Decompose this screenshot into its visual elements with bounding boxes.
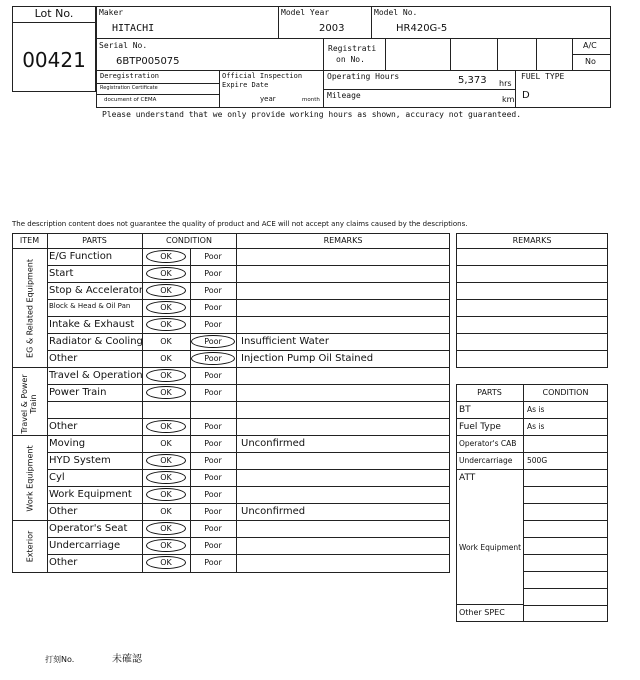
ac-label: A/C	[583, 41, 597, 50]
stamp-value: 未確認	[112, 654, 142, 665]
poor-option[interactable]: Poor	[204, 422, 222, 431]
part-label: Cyl	[49, 472, 65, 483]
spec-parts-header: PARTS	[477, 388, 502, 397]
spec-other-spec-label: Other SPEC	[459, 608, 505, 617]
part-label: Other	[49, 353, 78, 364]
serial-value: 6BTP005075	[116, 56, 180, 67]
ok-circle-mark	[146, 471, 186, 484]
part-label: Power Train	[49, 387, 107, 398]
poor-option[interactable]: Poor	[204, 456, 222, 465]
poor-circle-mark	[191, 352, 235, 365]
ok-option[interactable]: OK	[160, 422, 172, 431]
maker-value: HITACHI	[112, 23, 155, 34]
remark-text: Unconfirmed	[241, 438, 306, 449]
spec-part-label: BT	[459, 405, 471, 415]
remarks-row-line	[456, 316, 608, 317]
ok-circle-mark	[146, 369, 186, 382]
spec-condition-header: CONDITION	[542, 388, 589, 397]
part-label: Moving	[49, 438, 86, 449]
part-label: Block & Head & Oil Pan	[49, 302, 131, 310]
poor-option[interactable]: Poor	[204, 269, 222, 278]
ok-option[interactable]: OK	[160, 473, 172, 482]
spec-part-label: Operator's CAB	[459, 439, 517, 448]
part-label: Intake & Exhaust	[49, 319, 135, 330]
remark-text: Insufficient Water	[241, 336, 329, 347]
lot-number: 00421	[22, 48, 86, 72]
part-label: Work Equipment	[49, 489, 132, 500]
remark-text: Unconfirmed	[241, 506, 306, 517]
ok-circle-mark	[146, 267, 186, 280]
spec-work-equipment-label: Work Equipment	[459, 543, 522, 552]
group-label-eg: EG & Related Equipment	[25, 259, 35, 358]
part-label: HYD System	[49, 455, 111, 466]
remark-text: Injection Pump Oil Stained	[241, 353, 374, 364]
operating-hours-label: Operating Hours	[327, 72, 400, 81]
group-label-travel: Travel & Power Train	[20, 374, 38, 434]
ok-circle-mark	[146, 420, 186, 433]
poor-option[interactable]: Poor	[204, 439, 222, 448]
part-label: Start	[49, 268, 74, 279]
fuel-type-label: FUEL TYPE	[521, 72, 565, 81]
parts-header: PARTS	[82, 236, 107, 245]
operating-hours-value: 5,373	[458, 75, 487, 86]
model-no-label: Model No.	[374, 8, 418, 17]
ok-circle-mark	[146, 301, 186, 314]
part-label: Other	[49, 421, 78, 432]
deregistration-label: Deregistration	[100, 72, 160, 80]
right-remarks-header: REMARKS	[512, 236, 552, 245]
spec-condition-value: 500G	[527, 456, 548, 465]
remarks-row-line	[456, 248, 608, 249]
ok-circle-mark	[146, 454, 186, 467]
group-label-exterior: Exterior	[25, 530, 35, 563]
ac-value: No	[585, 57, 596, 66]
ok-option[interactable]: OK	[160, 269, 172, 278]
ok-option[interactable]: OK	[160, 286, 172, 295]
poor-option[interactable]: Poor	[204, 371, 222, 380]
model-year-value: 2003	[319, 23, 345, 34]
part-label: Operator's Seat	[49, 523, 128, 534]
registration-label-1: Registrati	[328, 44, 377, 53]
poor-option[interactable]: Poor	[204, 303, 222, 312]
poor-option[interactable]: Poor	[204, 541, 222, 550]
part-label: Other	[49, 557, 78, 568]
part-label: Undercarriage	[49, 540, 121, 551]
part-label: Travel & Operation	[49, 370, 143, 381]
poor-option[interactable]: Poor	[204, 490, 222, 499]
ok-circle-mark	[146, 318, 186, 331]
registration-label-2: on No.	[336, 55, 365, 64]
remarks-row-line	[456, 265, 608, 266]
part-label: Other	[49, 506, 78, 517]
group-label-work: Work Equipment	[25, 445, 35, 512]
ok-option[interactable]: OK	[160, 320, 172, 329]
maker-label: Maker	[99, 8, 124, 17]
poor-option[interactable]: Poor	[204, 524, 222, 533]
fuel-type-value: D	[522, 90, 530, 101]
part-label: Radiator & Cooling	[49, 336, 143, 347]
disclaimer-text: The description content does not guarantee the quality of product and ACE will not accept any claims caused by the descriptions.	[12, 220, 468, 228]
spec-part-label: Undercarriage	[459, 456, 513, 465]
poor-option[interactable]: Poor	[204, 320, 222, 329]
ok-option[interactable]: OK	[160, 337, 172, 346]
remarks-row-line	[456, 333, 608, 334]
model-year-label: Model Year	[281, 8, 330, 17]
poor-option[interactable]: Poor	[204, 286, 222, 295]
poor-option[interactable]: Poor	[204, 252, 222, 261]
poor-option[interactable]: Poor	[204, 507, 222, 516]
remarks-row-line	[456, 350, 608, 351]
ok-option[interactable]: OK	[160, 558, 172, 567]
item-header: ITEM	[19, 236, 40, 245]
ok-option[interactable]: OK	[160, 456, 172, 465]
ok-circle-mark	[146, 386, 186, 399]
ok-option[interactable]: OK	[160, 388, 172, 397]
model-no-value: HR420G-5	[396, 23, 448, 34]
ok-option[interactable]: OK	[160, 252, 172, 261]
spec-condition-value: As is	[527, 405, 545, 414]
spec-part-label: Fuel Type	[459, 422, 501, 432]
part-label: Stop & Accelerator	[49, 285, 144, 296]
part-label: E/G Function	[49, 251, 113, 262]
year-label: year	[260, 95, 276, 103]
spec-part-label: ATT	[459, 473, 476, 483]
ok-option[interactable]: OK	[160, 303, 172, 312]
inspection-label-1: Official Inspection	[222, 72, 303, 80]
ok-option[interactable]: OK	[160, 439, 172, 448]
ok-circle-mark	[146, 284, 186, 297]
remarks-row-line	[456, 299, 608, 300]
hrs-label: hrs	[499, 79, 512, 88]
spec-condition-value: As is	[527, 422, 545, 431]
ok-option[interactable]: OK	[160, 354, 172, 363]
poor-option[interactable]: Poor	[204, 473, 222, 482]
serial-label: Serial No.	[99, 41, 148, 50]
km-label: km	[502, 95, 515, 104]
lot-label: Lot No.	[34, 7, 74, 20]
poor-circle-mark	[191, 335, 235, 348]
ok-circle-mark	[146, 522, 186, 535]
inspection-label-2: Expire Date	[222, 81, 269, 89]
stamp-label: 打刻No.	[45, 655, 75, 664]
ok-circle-mark	[146, 539, 186, 552]
mileage-label: Mileage	[327, 91, 361, 100]
poor-option[interactable]: Poor	[204, 354, 222, 363]
remarks-row-line	[456, 282, 608, 283]
ok-option[interactable]: OK	[160, 490, 172, 499]
ok-circle-mark	[146, 250, 186, 263]
registration-cert-label: Registration Certificate	[100, 85, 158, 91]
cema-label: document of CEMA	[104, 97, 157, 103]
month-label: month	[302, 97, 320, 103]
ok-circle-mark	[146, 556, 186, 569]
ok-option[interactable]: OK	[160, 507, 172, 516]
poor-option[interactable]: Poor	[204, 558, 222, 567]
remarks-header: REMARKS	[323, 236, 363, 245]
condition-header: CONDITION	[166, 236, 212, 245]
ok-option[interactable]: OK	[160, 371, 172, 380]
ok-option[interactable]: OK	[160, 524, 172, 533]
poor-option[interactable]: Poor	[204, 388, 222, 397]
ok-circle-mark	[146, 488, 186, 501]
poor-option[interactable]: Poor	[204, 337, 222, 346]
ok-option[interactable]: OK	[160, 541, 172, 550]
working-hours-note: Please understand that we only provide working hours as shown, accuracy not guaranteed.	[102, 110, 522, 119]
